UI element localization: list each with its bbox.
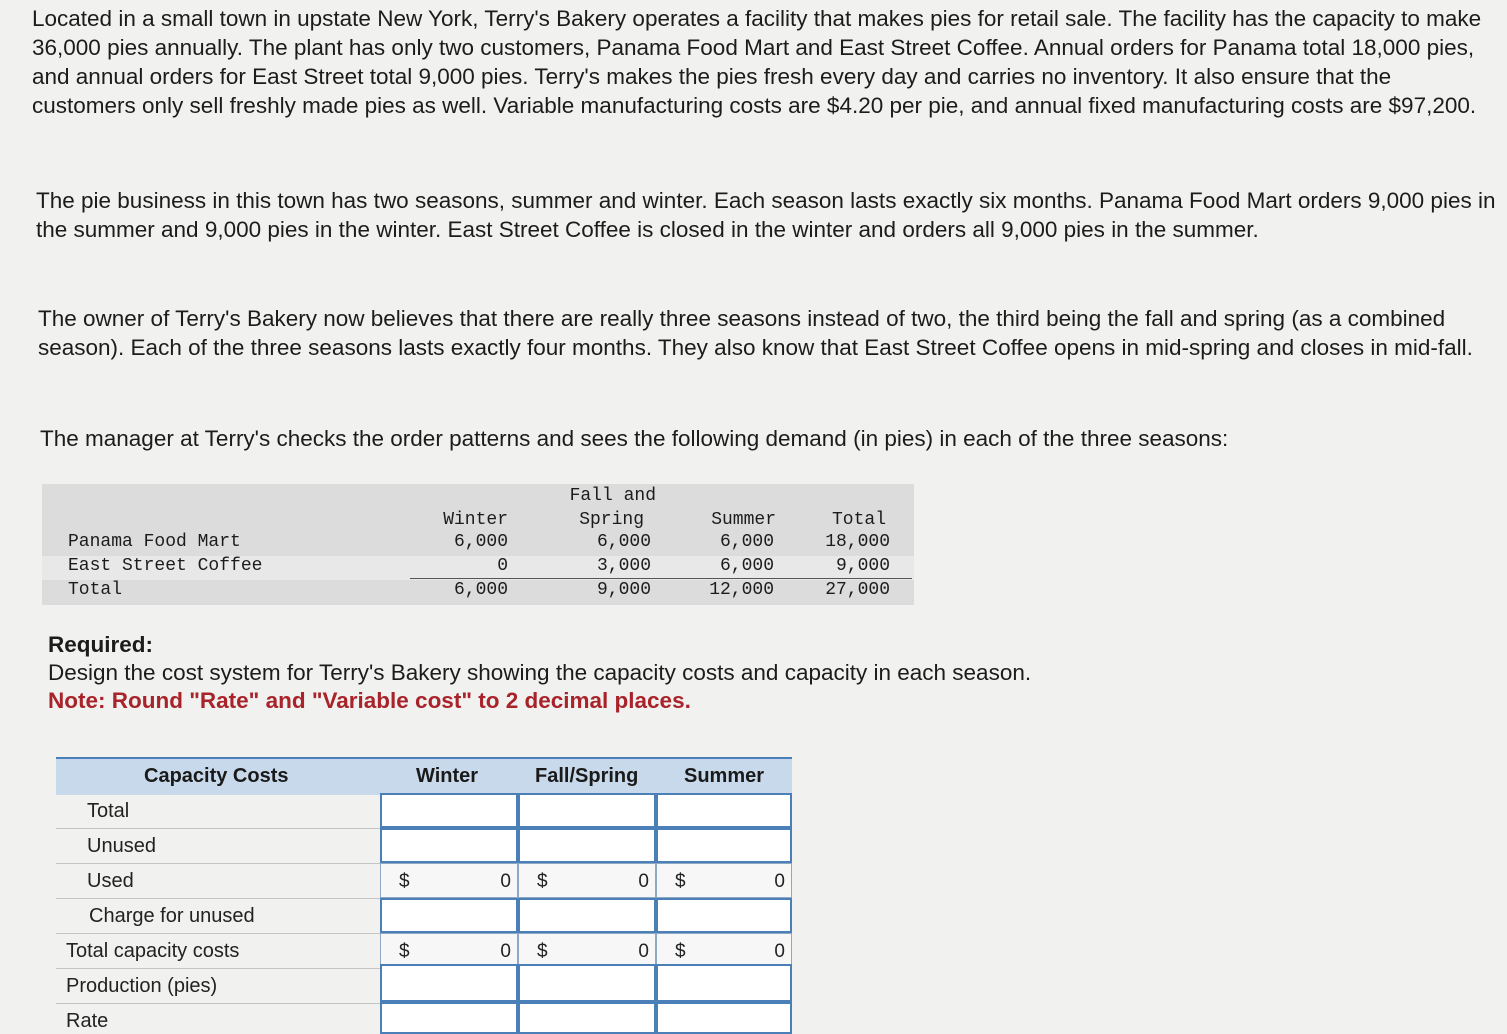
input-unused-fall-spring[interactable] <box>518 828 656 863</box>
header-summer-col: Summer <box>684 765 765 787</box>
input-total-fall-spring[interactable] <box>518 793 656 828</box>
input-rate-winter[interactable] <box>380 1002 518 1034</box>
cell-used-fall-spring <box>518 863 656 898</box>
input-production-winter[interactable] <box>380 964 518 1002</box>
used-winter-currency: $ <box>399 871 410 892</box>
cell-total-summer: 12,000 <box>709 580 774 600</box>
row-production: Production (pies) <box>66 975 218 997</box>
header-winter: Winter <box>443 510 508 530</box>
cell-total-winter: 6,000 <box>453 580 508 600</box>
row-rate: Rate <box>66 1010 109 1032</box>
input-total-winter[interactable] <box>380 793 518 828</box>
input-rate-summer[interactable] <box>656 1002 792 1034</box>
row-total-capacity-costs: Total capacity costs <box>66 940 240 962</box>
input-unused-summer[interactable] <box>656 828 792 863</box>
seasons-paragraph: The pie business in this town has two seasons, summer and winter. Each season lasts exactly six months. Panama Food Mart orders 9,000 pies in the summer and 9,000 pies in the winter. East Street Coffee is closed in the winter and orders all 9,000 pies in the summer. <box>36 188 1496 242</box>
capacity-costs-table <box>56 757 792 1034</box>
cell-total-capacity-fall-spring <box>518 933 656 968</box>
total-capacity-summer-value: 0 <box>774 941 785 962</box>
used-fall-spring-value: 0 <box>638 871 649 892</box>
demand-total-rule <box>410 578 912 579</box>
used-fall-spring-currency: $ <box>537 871 548 892</box>
input-total-summer[interactable] <box>656 793 792 828</box>
cell-panama-winter: 6,000 <box>453 532 508 552</box>
header-capacity-costs: Capacity Costs <box>144 765 289 787</box>
cell-total-capacity-summer <box>656 933 792 968</box>
row-charge-unused: Charge for unused <box>89 905 255 927</box>
cell-east-total: 9,000 <box>835 556 890 576</box>
total-capacity-summer-currency: $ <box>675 941 686 962</box>
row-label-panama: Panama Food Mart <box>68 532 241 552</box>
cell-east-summer: 6,000 <box>719 556 774 576</box>
demand-intro-paragraph: The manager at Terry's checks the order patterns and sees the following demand (in pies) in each of the three seasons: <box>40 426 1229 451</box>
input-rate-fall-spring[interactable] <box>518 1002 656 1034</box>
used-winter-value: 0 <box>500 871 511 892</box>
cell-east-fall-spring: 3,000 <box>596 556 651 576</box>
row-unused: Unused <box>87 835 156 857</box>
intro-paragraph: Located in a small town in upstate New York, Terry's Bakery operates a facility that makes pies for retail sale. The facility has the capacity to make 36,000 pies annually. The plant has only two customers, Panama Food Mart and East Street Coffee. Annual orders for Panama total 18,000 pies, and annual orders for East Street total 9,000 pies. Terry's makes the pies fresh every day and carries no inventory. It also ensure that the customers only sell freshly made pies as well. Variable manufacturing costs are $4.20 per pie, and annual fixed manufacturing costs are $97,200. <box>32 6 1482 118</box>
input-production-summer[interactable] <box>656 964 792 1002</box>
input-unused-winter[interactable] <box>380 828 518 863</box>
row-label-east-street: East Street Coffee <box>68 556 263 576</box>
input-charge-unused-winter[interactable] <box>380 898 518 933</box>
required-text: Design the cost system for Terry's Bakery showing the capacity costs and capacity in each season. <box>48 660 1032 685</box>
required-title: Required: <box>48 632 154 657</box>
cell-used-summer <box>656 863 792 898</box>
cell-panama-total: 18,000 <box>825 532 890 552</box>
cell-total-total: 27,000 <box>825 580 890 600</box>
used-summer-value: 0 <box>774 871 785 892</box>
input-charge-unused-fall-spring[interactable] <box>518 898 656 933</box>
cell-east-winter: 0 <box>497 556 508 576</box>
cell-used-winter <box>380 863 518 898</box>
header-fall-spring-2: Spring <box>579 510 644 530</box>
total-capacity-fall-spring-currency: $ <box>537 941 548 962</box>
cell-total-fall-spring: 9,000 <box>596 580 651 600</box>
total-capacity-winter-value: 0 <box>500 941 511 962</box>
total-capacity-winter-currency: $ <box>399 941 410 962</box>
input-charge-unused-summer[interactable] <box>656 898 792 933</box>
total-capacity-fall-spring-value: 0 <box>638 941 649 962</box>
cell-panama-fall-spring: 6,000 <box>596 532 651 552</box>
capacity-table-header <box>56 757 792 795</box>
header-fall-spring-1: Fall and <box>569 486 656 506</box>
row-used: Used <box>87 870 134 892</box>
row-label-total: Total <box>68 580 123 600</box>
header-winter-col: Winter <box>416 765 479 787</box>
input-production-fall-spring[interactable] <box>518 964 656 1002</box>
header-total: Total <box>831 510 886 530</box>
used-summer-currency: $ <box>675 871 686 892</box>
header-summer: Summer <box>711 510 776 530</box>
header-fall-spring-col: Fall/Spring <box>535 765 639 787</box>
required-note: Note: Round "Rate" and "Variable cost" to 2 decimal places. <box>48 688 691 713</box>
cell-total-capacity-winter <box>380 933 518 968</box>
three-seasons-paragraph: The owner of Terry's Bakery now believes that there are really three seasons instead of two, the third being the fall and spring (as a combined season). Each of the three seasons lasts exactly four months. They also know that East Street Coffee opens in mid-spring and closes in mid-fall. <box>38 306 1473 360</box>
cell-panama-summer: 6,000 <box>719 532 774 552</box>
row-total: Total <box>87 800 130 822</box>
